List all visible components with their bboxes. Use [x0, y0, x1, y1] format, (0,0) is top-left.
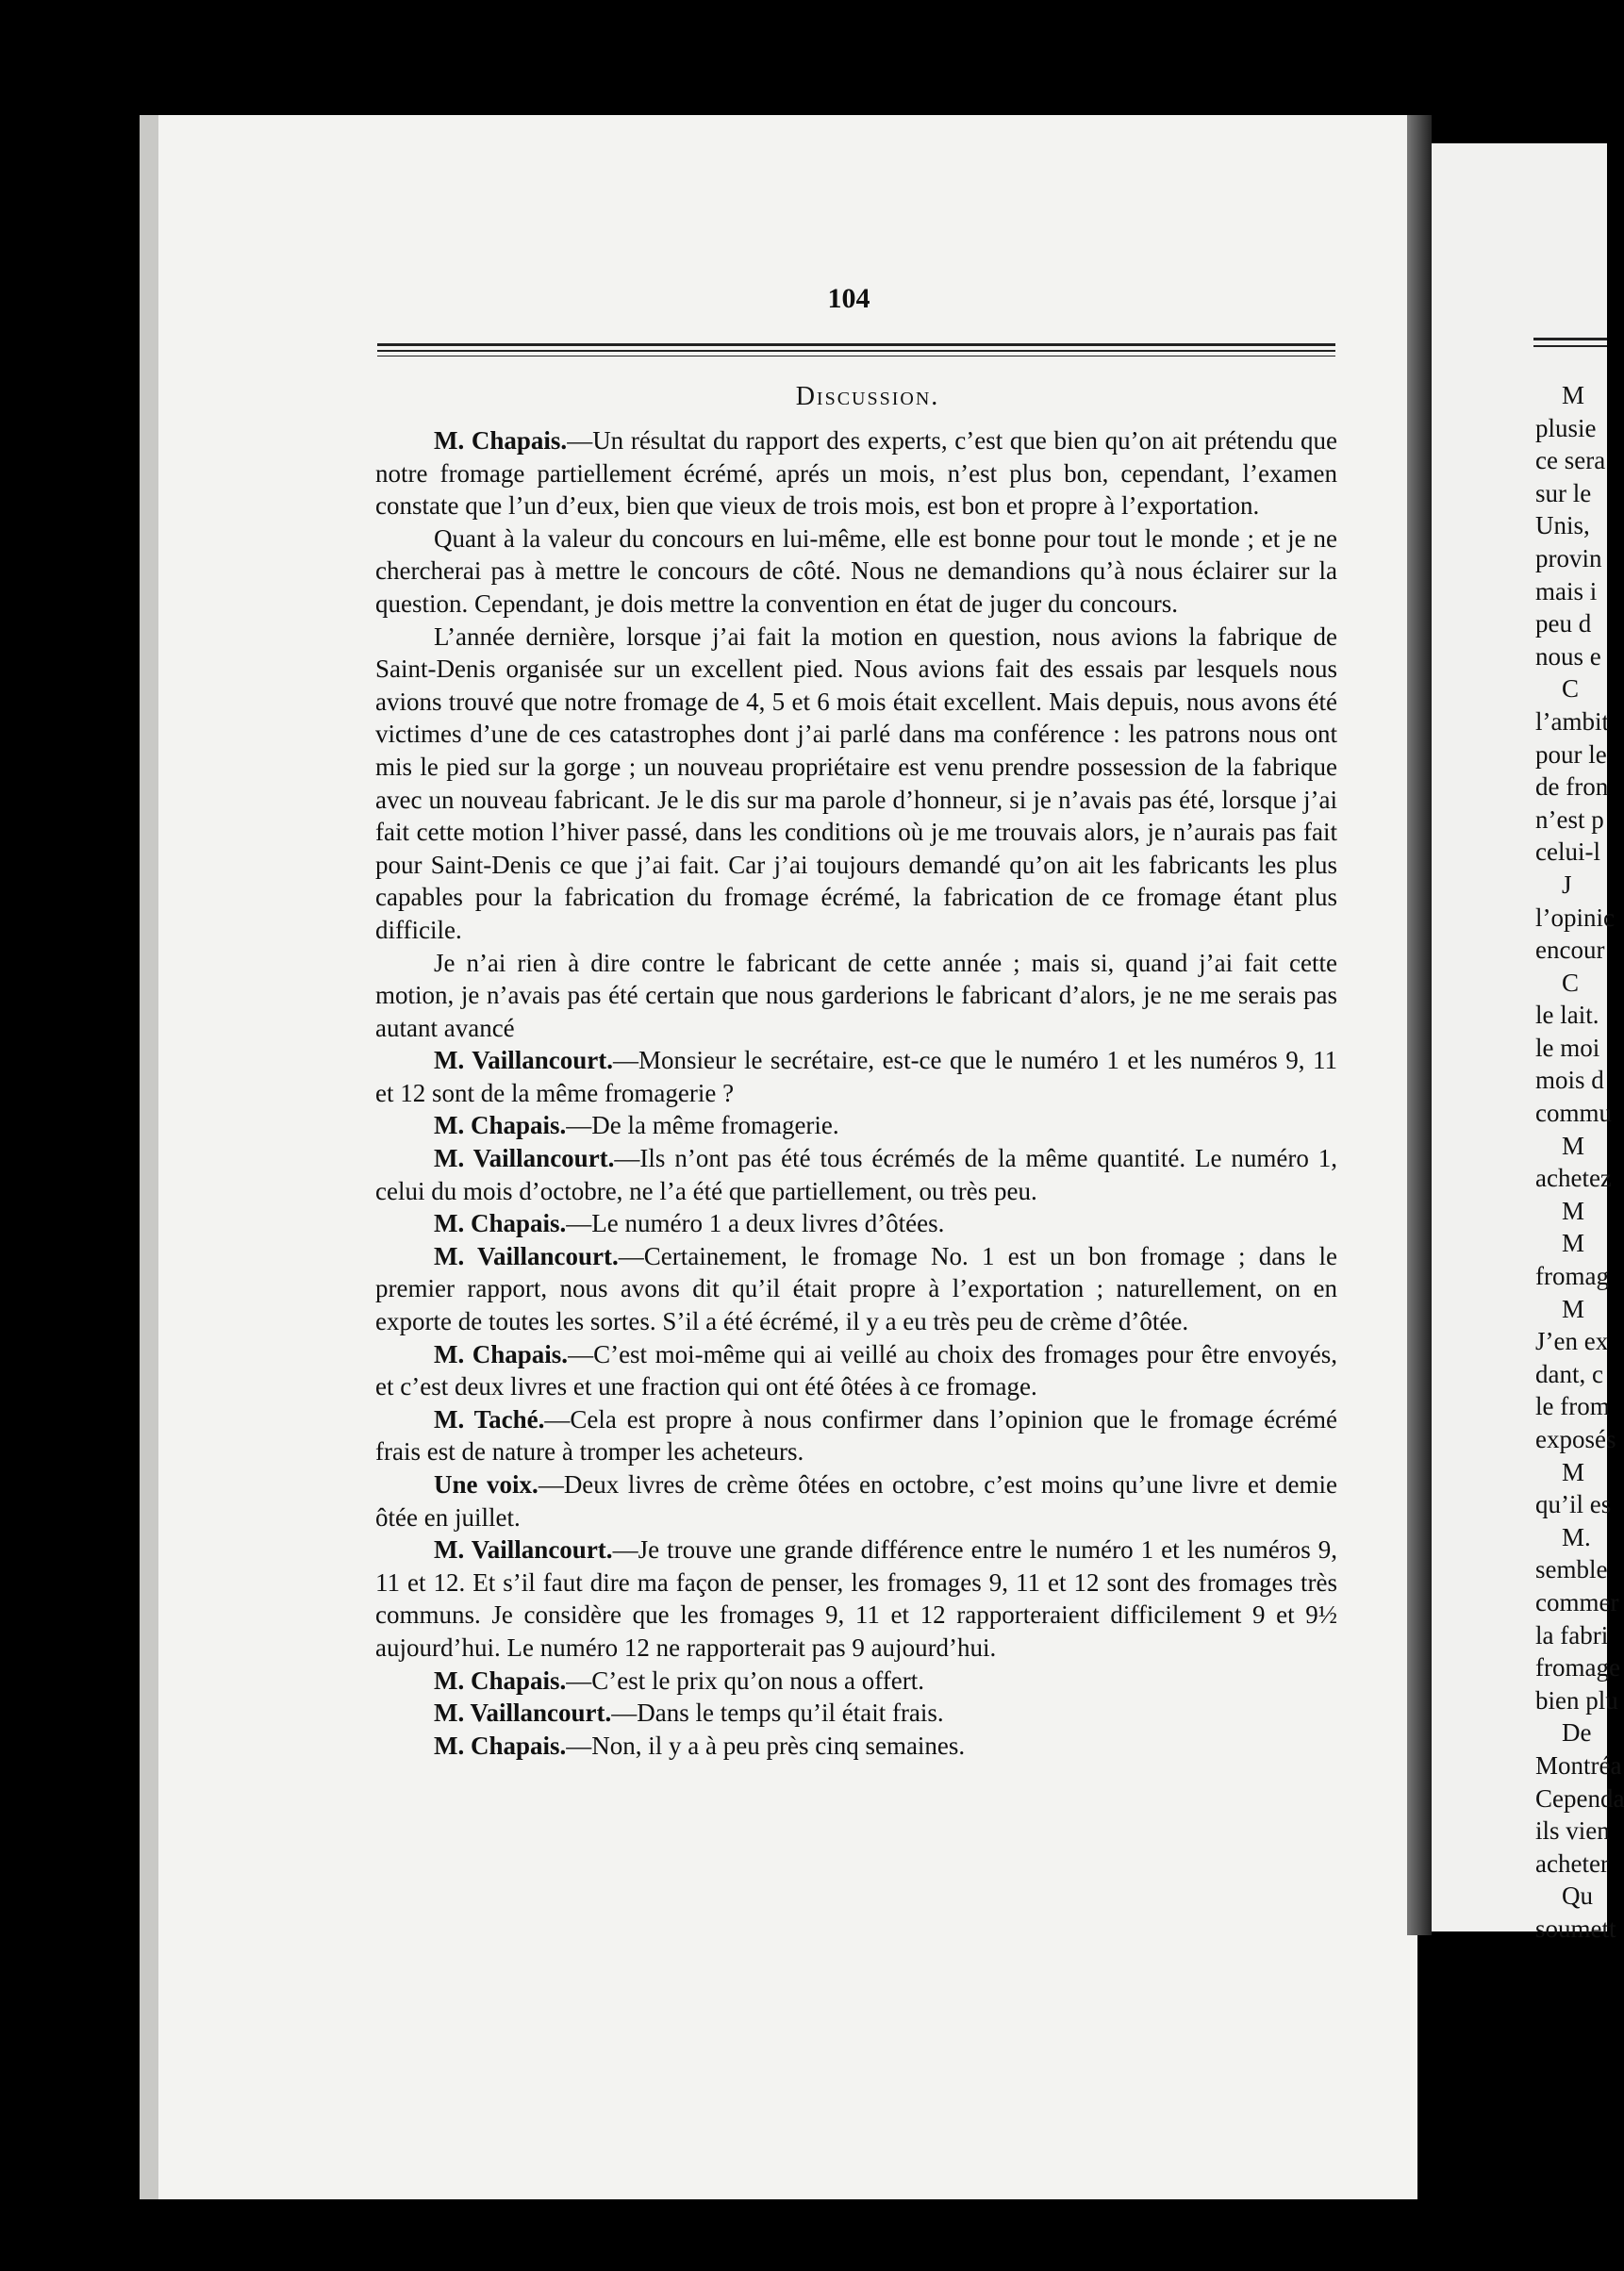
facing-page-line: De — [1562, 1718, 1592, 1748]
header-rule — [377, 350, 1335, 352]
paragraph — [375, 947, 1337, 1045]
facing-page-text — [1535, 379, 1624, 1946]
facing-page-line: M — [1562, 1131, 1585, 1160]
facing-page — [1432, 143, 1624, 1943]
speaker-name: M. Vaillancourt. — [434, 1535, 613, 1565]
paragraph — [375, 1338, 1337, 1403]
paragraph-text: —Deux livres de crème ôtées en octobre, c’est moins qu’une livre et demie ôtée en juillet. — [375, 1470, 1337, 1532]
header-rule — [377, 343, 1335, 346]
facing-page-line: fromag — [1535, 1262, 1609, 1291]
paragraph-text: —Monsieur le secrétaire, est-ce que le numéro 1 et les numéros 9, 11 et 12 sont de la même fromagerie ? — [375, 1046, 1338, 1107]
facing-page-line: M — [1562, 1196, 1585, 1225]
facing-page-line: provin — [1535, 543, 1602, 572]
facing-page-line: sur le — [1535, 478, 1592, 507]
paragraph-text: —Un résultat du rapport des experts, c’est que bien qu’on ait prétendu que notre fromage partiellement écrémé, aprés un mois, n’est plus bon, cependant, l’examen constate que l’un d’eux, bien que vieux de trois mois, est bon et propre à l’exportation. — [375, 426, 1337, 521]
paragraph — [375, 1044, 1337, 1109]
header-rule — [1533, 338, 1607, 340]
paragraph — [375, 1697, 1337, 1730]
paragraph-text: L’année dernière, lorsque j’ai fait la motion en question, nous avions la fabrique de Saint-Denis organisée sur un excellent pied. Nous avions fait des essais par lesquels nous avions trouvé que notre fromage de 4, 5 et 6 mois était excellent. Mais depuis, nous avons été victimes d’une de ces catastrophes dont j’ai parlé dans ma conférence : les patrons nous ont mis le pied sur la gorge ; un nouveau propriétaire est venu prendre possession de la fabrique avec un nouveau fabricant. Je le dis sur ma parole d’honneur, si je n’avais pas été, lorsque j’ai fait cette motion l’hiver passé, dans les conditions où je me trouvais alors, je n’aurais pas fait pour Saint-Denis ce que j’ai fait. Car j’ai toujours demandé qu’on ait les fabricants les plus capables pour la fabrication du fromage écrémé, la fabrication de ce fromage étant plus difficile. — [375, 622, 1337, 944]
facing-page-line: soumett — [1535, 1914, 1616, 1943]
facing-page-line: M — [1562, 381, 1585, 409]
paragraph-text: —De la même fromagerie. — [566, 1111, 839, 1140]
paragraph-text: —C’est le prix qu’on nous a offert. — [566, 1666, 924, 1695]
paragraph-text: —Je trouve une grande différence entre le numéro 1 et les numéros 9, 11 et 12. Et s’il faut dire ma façon de penser, les fromages 9, 11 et 12 sont des fromages très communs. Je considère que les fromages 9, 11 et 12 rapporteraient difficilement 9 et 9½ aujourd’hui. Le numéro 12 ne rapporterait pas 9 aujourd’hui. — [375, 1535, 1338, 1662]
paragraph — [375, 1730, 1337, 1763]
facing-page-line: Cependa — [1535, 1783, 1624, 1813]
paragraph — [375, 1142, 1337, 1207]
facing-page-line: semble — [1535, 1555, 1608, 1584]
speaker-name: Une voix. — [434, 1470, 539, 1499]
facing-page-line: encour — [1535, 936, 1605, 965]
paragraph — [375, 1240, 1337, 1338]
facing-page-line: J — [1562, 870, 1572, 899]
paragraph-text: —C’est moi-même qui ai veillé au choix des fromages pour être envoyés, et c’est deux livres et une fraction qui ont été ôtées à ce fromage. — [375, 1339, 1337, 1401]
speaker-name: M. Taché. — [434, 1404, 545, 1434]
paragraph — [375, 522, 1337, 621]
facing-page-line: achetez — [1535, 1164, 1612, 1193]
paragraph — [375, 424, 1337, 522]
facing-page-line: ce sera — [1535, 446, 1606, 475]
facing-page-line: bien plu — [1535, 1685, 1618, 1715]
facing-page-line: M. — [1562, 1522, 1591, 1551]
paragraph — [375, 1468, 1337, 1533]
facing-page-line: commu — [1535, 1099, 1612, 1128]
paragraph-text: Je n’ai rien à dire contre le fabricant de cette année ; mais si, quand j’ai fait cette motion, je n’avais pas été certain que nous garderions le fabricant d’alors, je ne me serais pas autant avancé — [375, 948, 1337, 1042]
facing-page-line: M — [1562, 1294, 1585, 1323]
facing-page-line: mois d — [1535, 1066, 1604, 1095]
speaker-name: M. Vaillancourt. — [434, 1144, 615, 1173]
body-text — [375, 424, 1337, 1762]
paragraph — [375, 1403, 1337, 1468]
facing-page-line: le lait. — [1535, 1001, 1599, 1030]
facing-page-line: M — [1562, 1457, 1585, 1486]
paragraph-text: —Non, il y a à peu près cinq semaines. — [566, 1731, 966, 1760]
facing-page-line: C — [1562, 674, 1580, 704]
header-rule — [1533, 345, 1607, 347]
facing-page-line: qu’il es — [1535, 1490, 1612, 1519]
facing-page-line: n’est p — [1535, 804, 1604, 834]
facing-page-line: l’opinic — [1535, 903, 1615, 932]
facing-page-line: Qu — [1562, 1881, 1593, 1911]
facing-page-line: mais i — [1535, 576, 1598, 605]
paragraph — [375, 1533, 1337, 1664]
speaker-name: M. Chapais. — [434, 1111, 567, 1140]
facing-page-line: dant, c — [1535, 1359, 1603, 1388]
facing-page-line: acheter — [1535, 1848, 1609, 1878]
paragraph — [375, 1207, 1337, 1240]
paragraph — [375, 1665, 1337, 1698]
section-heading: Discussion. — [795, 382, 940, 411]
paragraph-text: —Ils n’ont pas été tous écrémés de la même quantité. Le numéro 1, celui du mois d’octobre, ne l’a été que partiellement, ou très peu. — [375, 1144, 1338, 1205]
speaker-name: M. Vaillancourt. — [434, 1699, 612, 1728]
speaker-name: M. Chapais. — [434, 426, 568, 455]
speaker-name: M. Chapais. — [434, 1666, 567, 1695]
paragraph-text: Quant à la valeur du concours en lui-même, elle est bonne pour tout le monde ; et je ne chercherai pas à mettre le concours de côté. Nous ne demandions qu’à nous éclairer sur la question. Cependant, je dois mettre la convention en état de juger du concours. — [375, 523, 1337, 618]
facing-page-line: plusie — [1535, 413, 1597, 442]
paragraph-text: —Dans le temps qu’il était frais. — [611, 1699, 944, 1728]
facing-page-line: M — [1562, 1229, 1585, 1258]
paragraph-text: —Cela est propre à nous confirmer dans l’opinion que le fromage écrémé frais est de nature à tromper les acheteurs. — [375, 1404, 1337, 1467]
paragraph — [375, 1109, 1337, 1142]
speaker-name: M. Vaillancourt. — [434, 1241, 619, 1270]
facing-page-line: Unis, — [1535, 511, 1590, 540]
paragraph-text: —Le numéro 1 a deux livres d’ôtées. — [566, 1209, 945, 1238]
facing-page-line: nous e — [1535, 641, 1601, 671]
facing-page-line: J’en ex — [1535, 1327, 1609, 1356]
paragraph-text: —Certainement, le fromage No. 1 est un bon fromage ; dans le premier rapport, nous avons dit qu’il était propre à l’exportation ; naturellement, on en exporte de toutes les sortes. S’il a été écrémé, il y a eu très peu de crème d’ôtée. — [375, 1241, 1337, 1336]
facing-page-line: de fron — [1535, 772, 1609, 802]
facing-page-line: le from — [1535, 1392, 1610, 1421]
facing-page-line: commer — [1535, 1587, 1619, 1616]
facing-page-line: le moi — [1535, 1033, 1600, 1062]
paragraph — [375, 621, 1337, 947]
facing-page-line: l’ambit — [1535, 706, 1609, 736]
page-number: 104 — [827, 283, 870, 314]
facing-page-line: exposés — [1535, 1425, 1616, 1453]
facing-page-line: celui-l — [1535, 837, 1600, 867]
facing-page-line: fromage — [1535, 1653, 1620, 1683]
speaker-name: M. Vaillancourt. — [434, 1046, 613, 1075]
speaker-name: M. Chapais. — [434, 1339, 569, 1368]
book-gutter — [1407, 115, 1432, 1935]
facing-page-line: peu d — [1535, 609, 1592, 638]
facing-page-line: pour le — [1535, 739, 1607, 769]
speaker-name: M. Chapais. — [434, 1209, 567, 1238]
facing-page-line: ils vien — [1535, 1816, 1610, 1846]
speaker-name: M. Chapais. — [434, 1731, 567, 1760]
facing-page-line: la fabri — [1535, 1620, 1609, 1649]
facing-page-line: C — [1562, 968, 1580, 997]
facing-page-line: Montréa — [1535, 1750, 1622, 1780]
